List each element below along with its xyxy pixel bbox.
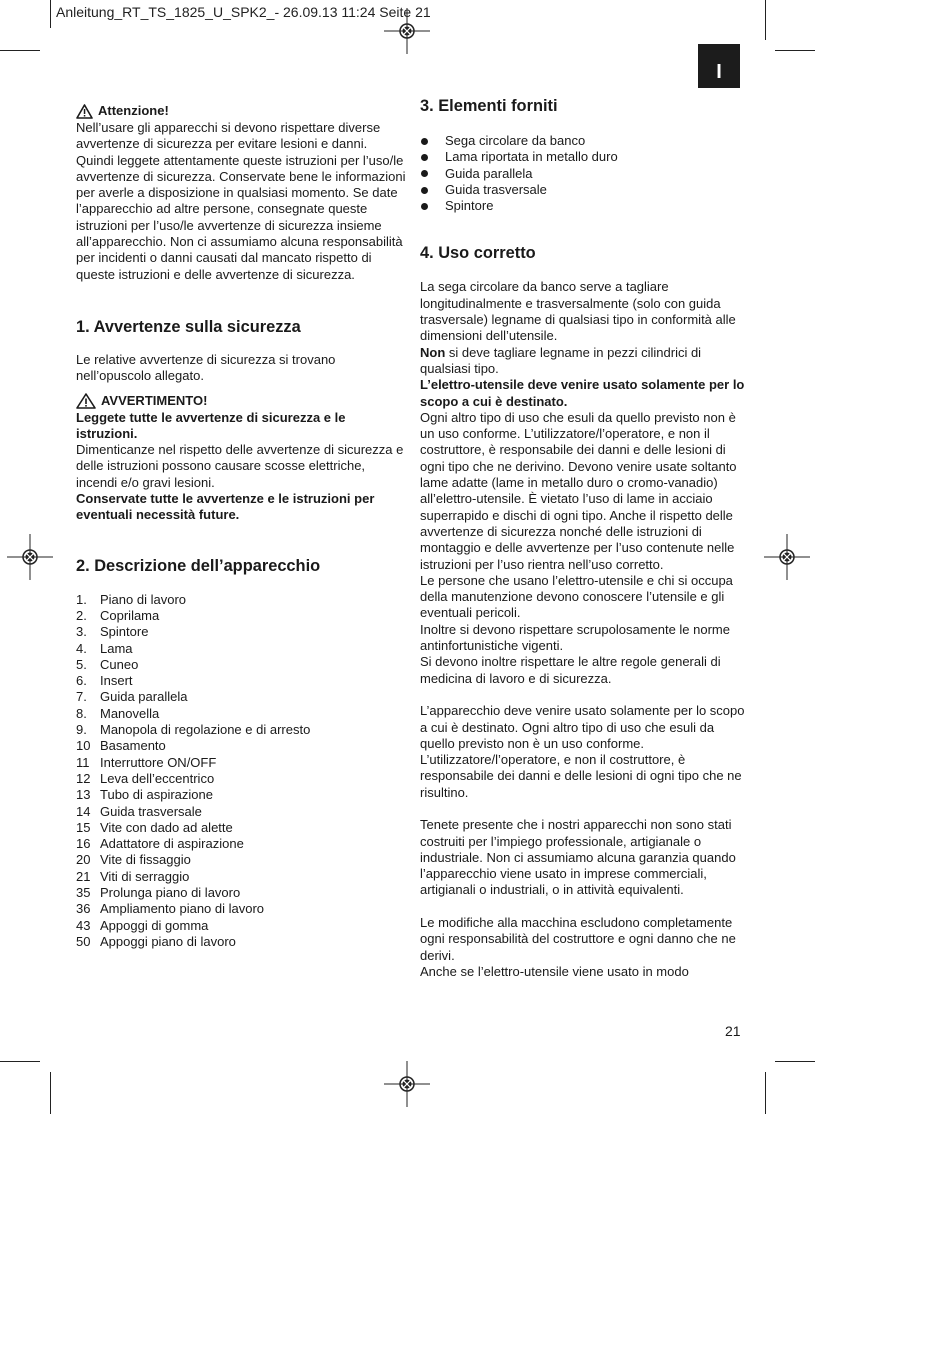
list-item [76,787,406,803]
item-number: 5. [76,656,87,672]
item-number: 21 [76,868,91,884]
item-number: 35 [76,884,91,900]
registration-mark-icon [764,534,810,580]
item-label: Prolunga piano di lavoro [100,884,241,900]
item-number: 2. [76,607,87,623]
bullet-icon [421,138,428,145]
bullet-icon [421,187,428,194]
item-label: Viti di serraggio [100,868,190,884]
item-label: Cuneo [100,656,139,672]
section1-intro: Le relative avvertenze di sicurezza si trovano nell’opuscolo allegato. [76,351,336,384]
paragraph: Tenete presente che i nostri apparecchi non sono stati costruiti per l’impiego professionale, artigianale o industriale. Non ci assumiamo alcuna garanzia quando l’apparecchio viene usato in imprese commerciali, artigianali o industriali, o in attività equivalenti. [420,817,736,898]
item-label: Vite con dado ad alette [100,819,233,835]
attention-heading [76,103,406,120]
warning-bold-text: Leggete tutte le avvertenze di sicurezza e le istruzioni. [76,409,346,441]
bullet-icon [421,203,428,210]
item-label: Guida trasversale [100,803,202,819]
list-item [76,852,406,868]
list-item [76,820,406,836]
list-item [76,592,406,608]
list-item [76,722,406,738]
list-item [76,901,406,917]
section-title: 2. Descrizione dell’apparecchio [76,556,321,575]
item-number: 7. [76,689,87,705]
list-item [420,166,750,182]
registration-mark-icon [384,1061,430,1107]
paragraph: Inoltre si devono rispettare scrupolosamente le norme antinfortunistiche vigenti. [420,621,730,654]
warning-text: Dimenticanze nel rispetto delle avvertenze di sicurezza e delle istruzioni possono causare scosse elettriche, incendi e/o gravi lesioni. [76,442,404,490]
item-number: 14 [76,803,91,819]
warning-bold-text: Conservate tutte le avvertenze e le istruzioni per eventuali necessità future. [76,491,375,523]
item-number: 6. [76,673,87,689]
list-item [76,836,406,852]
crop-mark [50,0,51,28]
item-number: 8. [76,705,87,721]
bullet-icon [421,154,428,161]
item-label: Guida parallela [100,689,188,705]
supplied-items-list [420,133,750,214]
list-item [76,934,406,950]
crop-mark [765,0,766,40]
bullet-icon [421,170,428,177]
item-label: Appoggi di gomma [100,917,209,933]
warning-triangle-icon [76,393,96,409]
crop-mark [775,50,815,51]
item-number: 43 [76,917,91,933]
item-label: Manopola di regolazione e di arresto [100,722,311,738]
section-title: 1. Avvertenze sulla sicurezza [76,317,301,336]
item-number: 3. [76,624,87,640]
item-number: 1. [76,591,87,607]
list-item [76,771,406,787]
crop-mark [50,1072,51,1114]
list-item [76,689,406,705]
list-item [76,918,406,934]
print-slug: Anleitung_RT_TS_1825_U_SPK2_- 26.09.13 11:24 Seite 21 [56,4,431,20]
item-label: Coprilama [100,607,160,623]
list-item [76,706,406,722]
list-item [76,738,406,754]
item-label: Piano di lavoro [100,591,186,607]
list-item [76,869,406,885]
paragraph [420,345,750,378]
item-label: Leva dell’eccentrico [100,770,215,786]
language-tab-label: I [716,61,722,83]
item-label: Appoggi piano di lavoro [100,933,236,949]
item-label: Tubo di aspirazione [100,787,213,803]
item-number: 10 [76,738,91,754]
attention-body: Nell’usare gli apparecchi si devono rispettare diverse avvertenze di sicurezza per evitare lesioni e danni. Quindi leggete attentamente queste istruzioni per l’uso/le avvertenze di sicurezza. Conservate bene le informazioni per averle a disposizione in qualsiasi momento. Se date l’apparecchio ad altre persone, consegnate queste istruzioni per l’uso/le avvertenze di sicurezza insieme all’apparecchio. Non ci assumiamo alcuna responsabilità per incidenti o danni causati dal mancato rispetto di queste istruzioni e delle avvertenze di sicurezza. [76,120,406,282]
registration-mark-icon [384,8,430,54]
list-item [420,182,750,198]
paragraph: Le persone che usano l’elettro-utensile e chi si occupa della manutenzione devono conoscere l’utensile e gli eventuali pericoli. [420,572,733,621]
item-label: Vite di fissaggio [100,852,191,868]
bold-paragraph: L’elettro-utensile deve venire usato solamente per lo scopo a cui è destinato. [420,377,745,409]
list-item [420,149,750,165]
section-title: 3. Elementi forniti [420,97,558,115]
warning-title: AVVERTIMENTO! [101,392,208,408]
item-number: 16 [76,836,91,852]
registration-mark-icon [7,534,53,580]
item-number: 12 [76,770,91,786]
language-tab [698,44,740,88]
attention-title: Attenzione! [98,103,169,119]
item-label: Insert [100,673,133,689]
list-item [76,804,406,820]
list-item [76,608,406,624]
list-item [76,641,406,657]
item-number: 20 [76,852,91,868]
list-item [76,624,406,640]
left-column [76,103,406,950]
crop-mark [775,1061,815,1062]
item-label: Lama [100,640,133,656]
list-item [76,673,406,689]
section-title: 4. Uso corretto [420,244,536,263]
item-number: 36 [76,901,91,917]
list-item [420,133,750,149]
list-item [76,885,406,901]
list-item [76,657,406,673]
item-label: Guida trasversale [445,181,547,197]
item-label: Manovella [100,705,160,721]
item-number: 11 [76,754,90,770]
right-column [420,96,750,980]
list-item [76,755,406,771]
paragraph: Le modifiche alla macchina escludono completamente ogni responsabilità del costruttore e ogni danno che ne derivi. [420,915,736,963]
item-number: 50 [76,933,91,949]
paragraph: Ogni altro tipo di uso che esuli da quello previsto non è un uso conforme. L’utilizzatore/l’operatore, e non il costruttore, è responsabile dei danni e delle lesioni di ogni tipo che ne derivino. Devono venire usate soltanto lame adatte (lame in metallo duro o cromo-vanadio) all’elettro-utensile. È vietato l’uso di lame in acciaio superrapido e dischi di ogni tipo. Anche il rispetto delle avvertenze di sicurezza nonché delle istruzioni di montaggio e delle avvertenze per l’uso contenute nelle istruzioni per l’uso rientra nell’uso corretto. [420,409,737,572]
item-label: Spintore [100,624,149,640]
item-number: 15 [76,819,91,835]
paragraph: L’apparecchio deve venire usato solamente per lo scopo a cui è destinato. Ogni altro tipo di uso che esuli da quello previsto non è un uso conforme. L’utilizzatore/l’operatore, e non il costruttore, è responsabile dei danni e delle lesioni di ogni tipo che ne risultino. [420,703,745,800]
item-label: Basamento [100,738,166,754]
crop-mark [0,50,40,51]
item-label: Spintore [445,198,494,214]
paragraph-text: si deve tagliare legname in pezzi cilindrici di qualsiasi tipo. [420,344,702,376]
paragraph: Anche se l’elettro-utensile viene usato in modo [420,963,689,979]
item-number: 13 [76,787,91,803]
bold-word: Non [420,344,446,360]
crop-mark [0,1061,40,1062]
warning-heading [76,393,406,410]
item-label: Adattatore di aspirazione [100,836,244,852]
item-number: 9. [76,722,87,738]
page-number: 21 [725,1023,741,1039]
item-label: Sega circolare da banco [445,133,586,148]
list-item [420,198,750,214]
item-label: Lama riportata in metallo duro [445,149,618,165]
item-label: Guida parallela [445,165,533,181]
item-number: 4. [76,640,87,656]
warning-triangle-icon [76,104,93,119]
crop-mark [765,1072,766,1114]
parts-list [76,592,406,951]
item-label: Interruttore ON/OFF [100,754,217,770]
paragraph: La sega circolare da banco serve a tagliare longitudinalmente e trasversalmente (solo con guida trasversale) legname di qualsiasi tipo in conformità alle dimensioni dell’utensile. [420,279,736,344]
paragraph: Si devono inoltre rispettare le altre regole generali di medicina di lavoro e di sicurezza. [420,654,721,686]
item-label: Ampliamento piano di lavoro [100,901,265,917]
